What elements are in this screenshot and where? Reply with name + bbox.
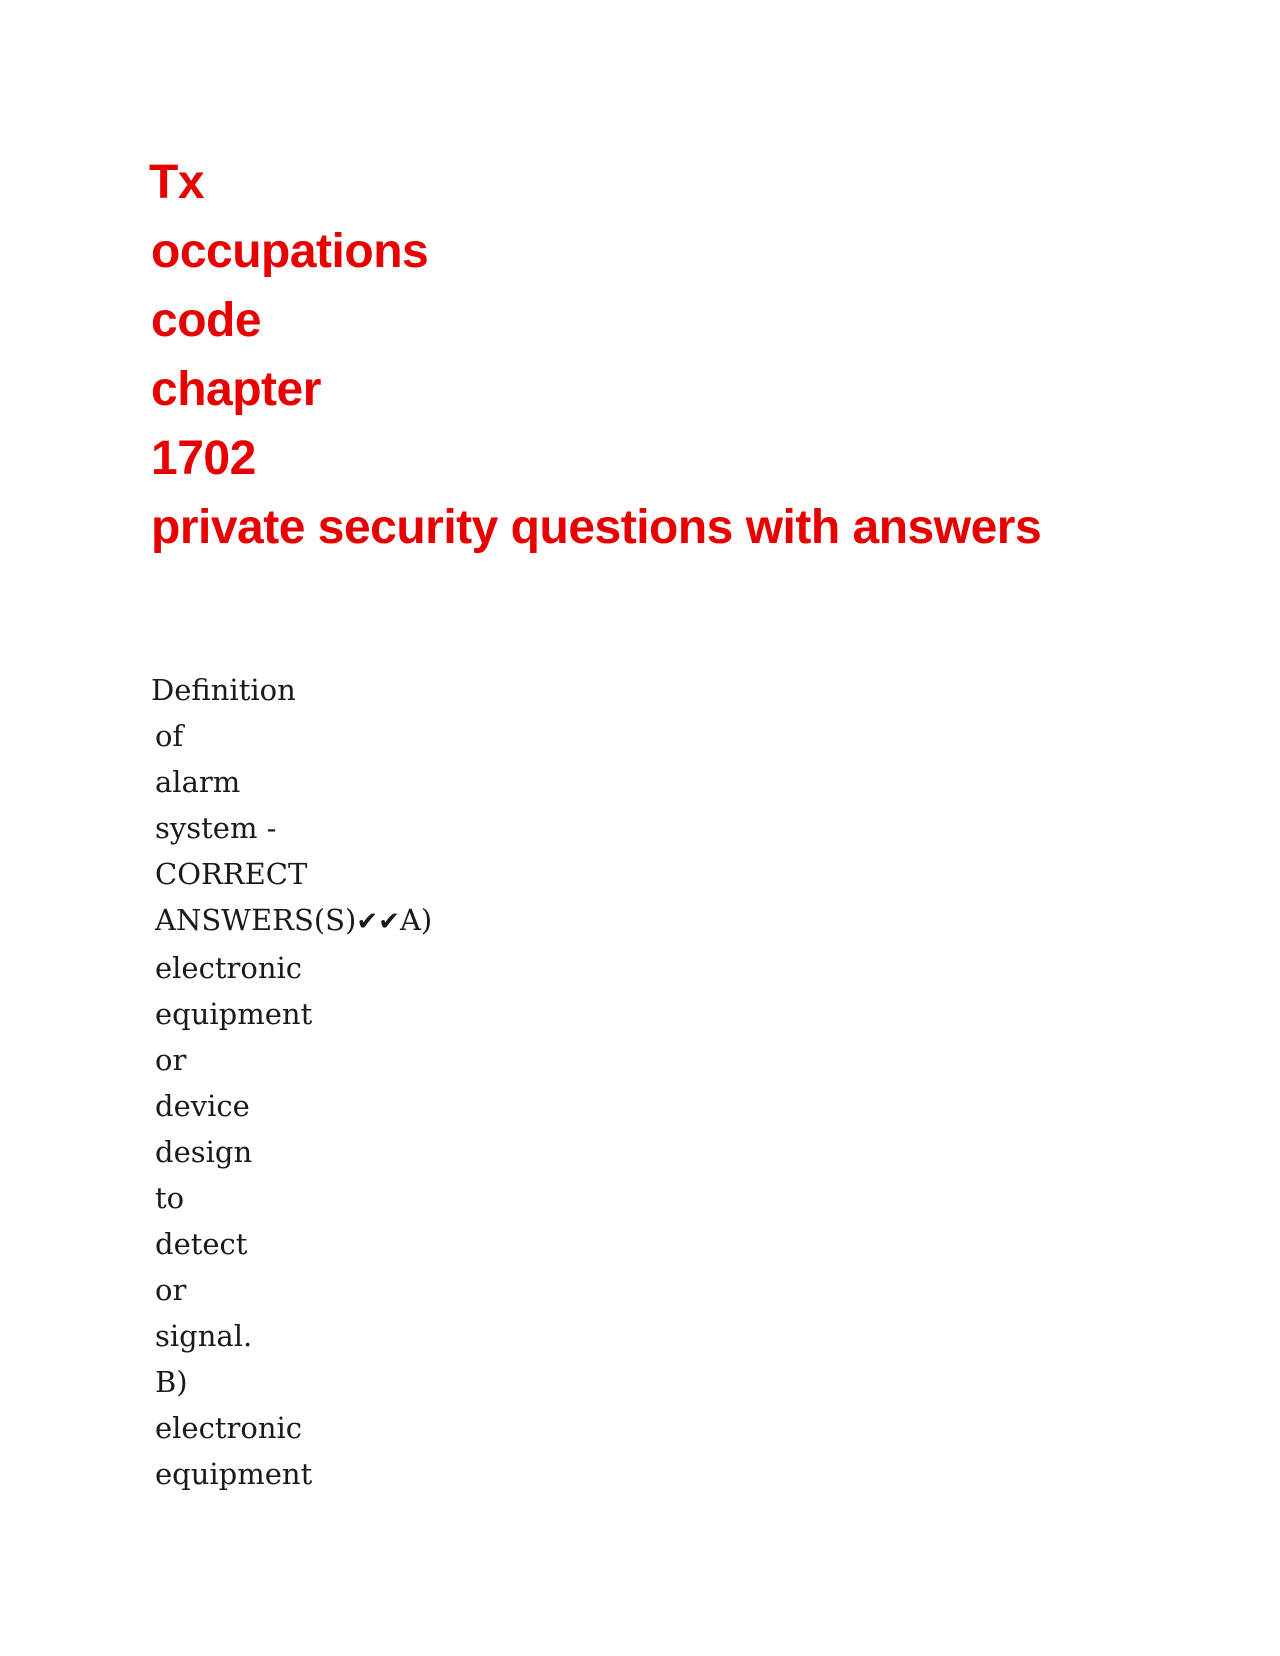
body-line: electronic — [155, 951, 303, 985]
correct-answers-line — [151, 897, 751, 945]
question-text — [151, 667, 751, 1497]
correct-answers-label: ANSWERS(S) — [155, 903, 357, 937]
body-line: system - — [155, 811, 277, 845]
body-line: or — [155, 1043, 187, 1077]
body-line: signal. — [155, 1319, 253, 1353]
body-line: device — [155, 1089, 250, 1123]
title-line: Tx — [149, 156, 205, 209]
title-line: private security questions with answers — [151, 501, 1042, 554]
body-line: alarm — [155, 765, 241, 799]
title-line: 1702 — [151, 432, 256, 485]
body-line: or — [155, 1273, 187, 1307]
title-line: occupations — [151, 225, 429, 278]
document-title — [151, 148, 1151, 562]
double-check-icon: ✔✔ — [356, 907, 400, 937]
answer-a-label: A) — [399, 903, 433, 937]
body-line: of — [155, 719, 184, 753]
body-line: design — [155, 1135, 253, 1169]
body-line: Definition — [151, 673, 296, 707]
body-line: CORRECT — [155, 857, 308, 891]
title-line: code — [151, 294, 262, 347]
title-line: chapter — [151, 363, 321, 416]
body-line: electronic — [155, 1411, 303, 1445]
body-line: equipment — [155, 997, 313, 1031]
body-line: detect — [155, 1227, 248, 1261]
body-line: equipment — [155, 1457, 313, 1491]
body-line: B) — [155, 1365, 188, 1399]
body-line: to — [155, 1181, 185, 1215]
